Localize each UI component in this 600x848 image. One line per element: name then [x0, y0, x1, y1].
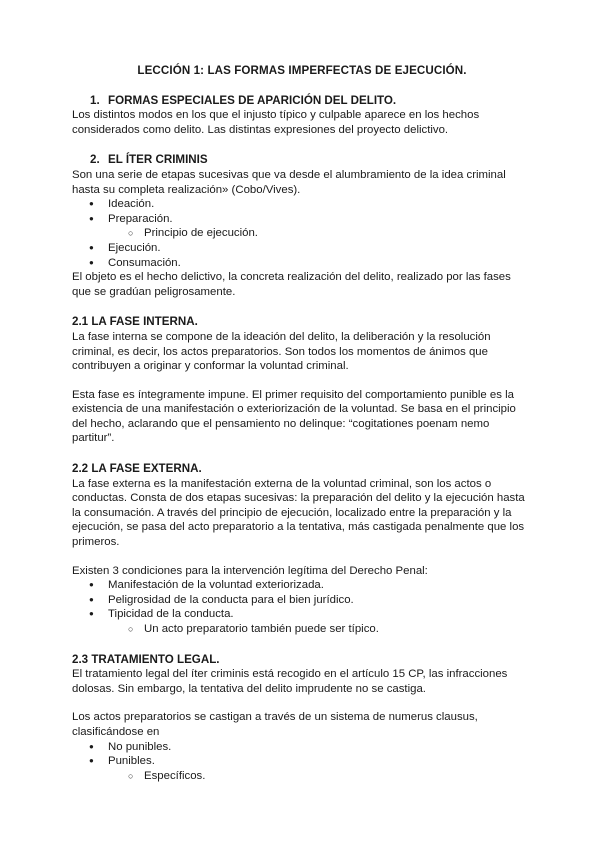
section-2-3-paragraph-2: Los actos preparatorios se castigan a través de un sistema de numerus clausus, clasificándose en [72, 711, 478, 738]
section-2-3-paragraph-1: El tratamiento legal del íter criminis está recogido en el artículo 15 CP, las infracciones dolosas. Sin embargo, la tentativa del delito imprudente no se castiga. [72, 668, 508, 695]
sub-list-item: ○ Principio de ejecución. [72, 226, 532, 241]
list-item: ● Consumación. [72, 256, 532, 271]
conditions-list [72, 578, 532, 636]
sub-list-item: ○ Un acto preparatorio también puede ser típico. [72, 622, 532, 637]
section-2-paragraph-2: El objeto es el hecho delictivo, la concreta realización del delito, realizado por las fases que se gradúan peligrosamente. [72, 271, 511, 298]
section-1-heading-text: FORMAS ESPECIALES DE APARICIÓN DEL DELITO. [108, 93, 397, 107]
list-item: ● No punibles. [72, 740, 532, 755]
list-item: ● Peligrosidad de la conducta para el bien jurídico. [72, 593, 532, 608]
list-item: ● Preparación. [72, 212, 532, 227]
section-1-heading [72, 94, 532, 109]
section-2-1-heading: 2.1 LA FASE INTERNA. [72, 315, 198, 329]
list-item: ● Tipicidad de la conducta. [72, 607, 532, 622]
document-page [72, 64, 532, 783]
section-2-2-paragraph-2: Existen 3 condiciones para la intervención legítima del Derecho Penal: [72, 564, 428, 577]
iter-criminis-list [72, 197, 532, 270]
sub-list-item: ○ Específicos. [72, 769, 532, 784]
section-2-2-paragraph-1: La fase externa es la manifestación externa de la voluntad criminal, son los actos o conductas. Consta de dos etapas sucesivas: la preparación del delito y la ejecución hasta la consumación. A través del principio de ejecución, localizado entre la preparación y la ejecución, se pasa del acto preparatorio a la tentativa, más castigada penalmente que los primeros. [72, 477, 525, 549]
page-title: LECCIÓN 1: LAS FORMAS IMPERFECTAS DE EJECUCIÓN. [137, 64, 467, 77]
section-2-3-heading: 2.3 TRATAMIENTO LEGAL. [72, 652, 220, 666]
section-2-heading [72, 153, 532, 168]
list-item: ● Ejecución. [72, 241, 532, 256]
section-1-number: 1. [90, 93, 100, 107]
section-2-1-paragraph-1: La fase interna se compone de la ideación del delito, la deliberación y la resolución criminal, es decir, los actos preparatorios. Son todos los momentos de ánimos que contribuyen a originar y conformar la voluntad criminal. [72, 330, 491, 373]
list-item: ● Ideación. [72, 197, 532, 212]
section-2-number: 2. [90, 153, 100, 167]
section-2-2-heading: 2.2 LA FASE EXTERNA. [72, 462, 202, 476]
section-1-paragraph: Los distintos modos en los que el injusto típico y culpable aparece en los hechos considerados como delito. Las distintas expresiones del proyecto delictivo. [72, 109, 480, 136]
list-item: ● Punibles. [72, 754, 532, 769]
list-item: ● Manifestación de la voluntad exteriorizada. [72, 578, 532, 593]
section-2-paragraph-1: Son una serie de etapas sucesivas que va desde el alumbramiento de la idea criminal hasta su completa realización» (Cobo/Vives). [72, 168, 506, 196]
preparatory-acts-list [72, 740, 532, 784]
section-2-heading-text: EL ÍTER CRIMINIS [108, 153, 208, 167]
section-2-1-paragraph-2: Esta fase es íntegramente impune. El primer requisito del comportamiento punible es la existencia de una manifestación o exteriorización de la voluntad. Se basa en el principio del hecho, aclarando que el pensamiento no delinque: “cogitationes poenam nemo partitur”. [72, 388, 516, 445]
